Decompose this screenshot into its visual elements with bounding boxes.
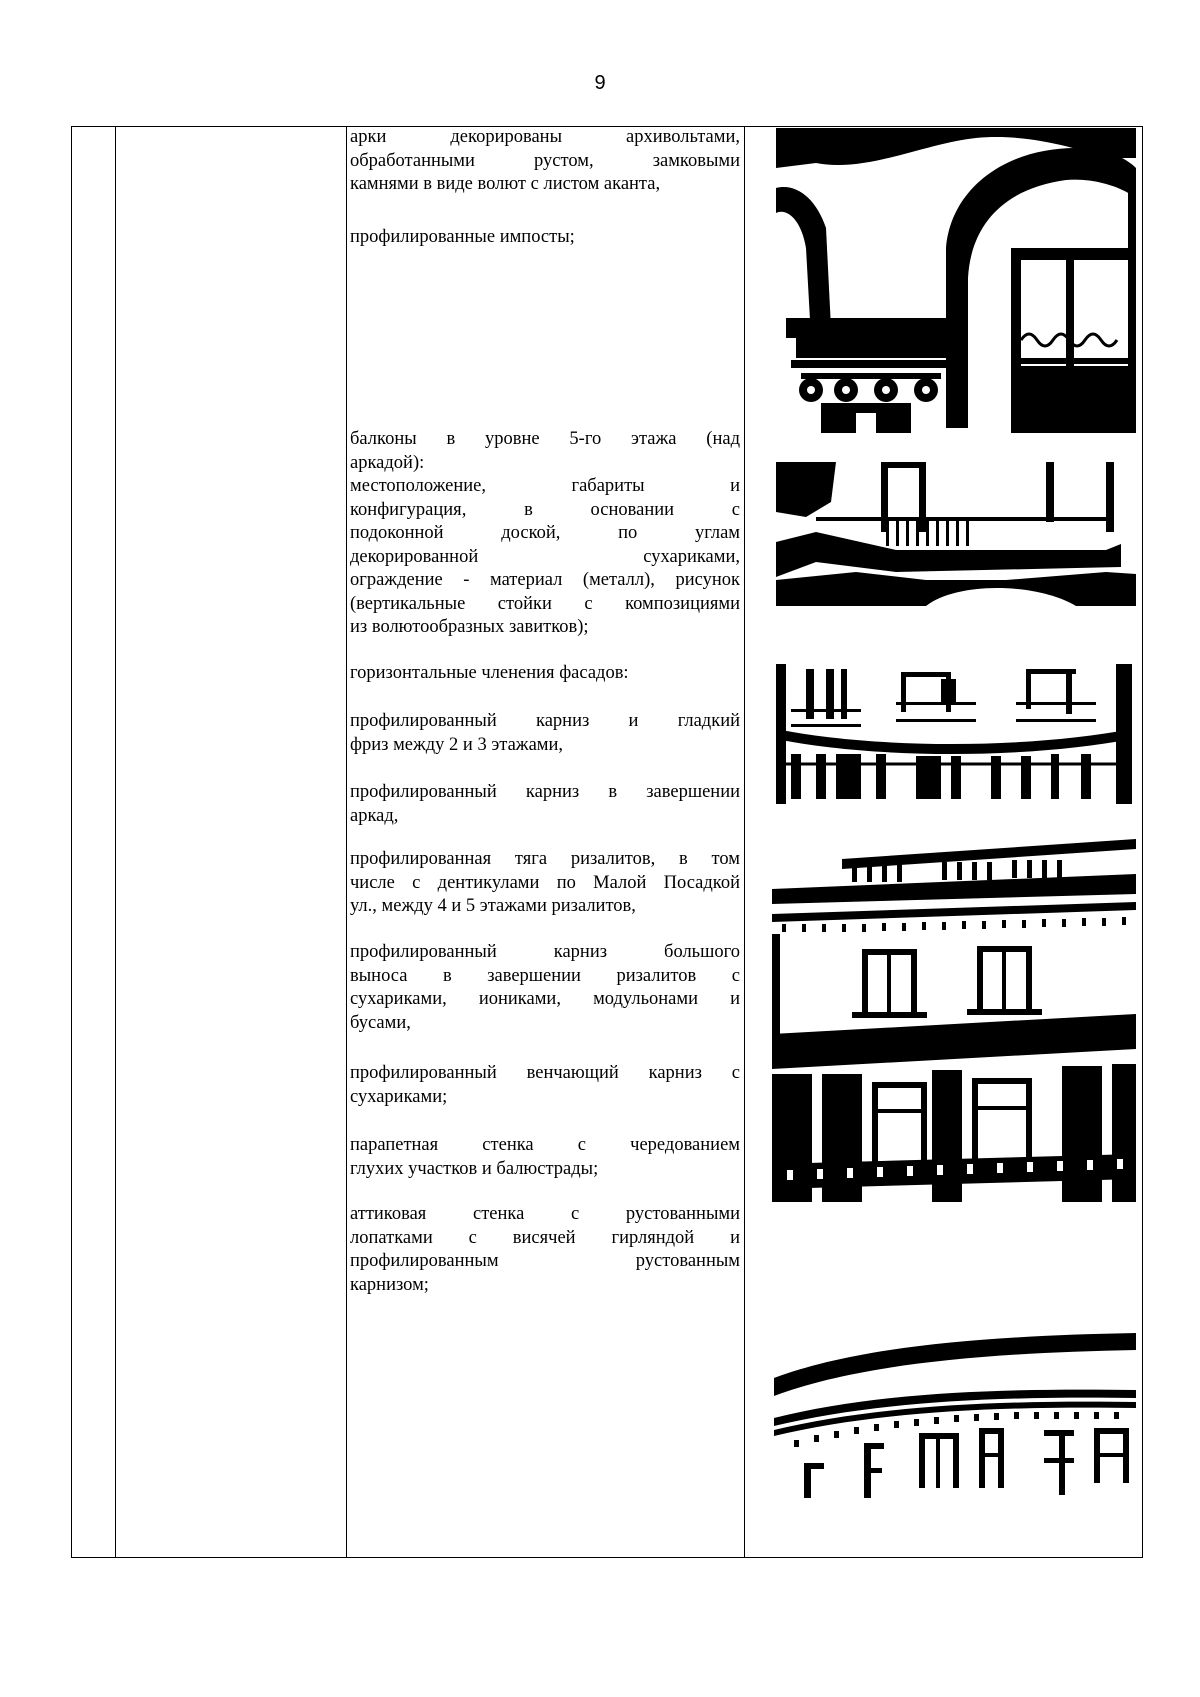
paragraph-1: [350, 126, 740, 197]
paragraph-line: лопатками с висячей гирляндой и: [350, 1227, 740, 1248]
paragraph-4: [350, 662, 740, 686]
paragraph-line: бусами,: [350, 1012, 411, 1033]
paragraph-line: конфигурация, в основании с: [350, 499, 740, 520]
paragraph-line: горизонтальные членения фасадов:: [350, 663, 629, 683]
arches-photo-image: [776, 128, 1136, 433]
paragraph-line: обработанными рустом, замковыми: [350, 150, 740, 171]
paragraph-line: местоположение, габариты и: [350, 476, 740, 496]
paragraph-3: [350, 428, 740, 640]
paragraph-5: [350, 710, 740, 757]
attic-wall-photo-image: [774, 1328, 1136, 1498]
paragraph-line: фриз между 2 и 3 этажами,: [350, 734, 564, 755]
paragraph-line: профилированный карниз в завершении: [350, 782, 740, 802]
paragraph-6: [350, 781, 740, 828]
paragraph-line: сухариками, иониками, модульонами и: [350, 989, 740, 1009]
paragraph-line: сухариками;: [350, 1086, 448, 1107]
paragraph-line: балконы в уровне 5-го этажа (над: [350, 429, 740, 449]
column-divider-3: [744, 127, 745, 1557]
paragraph-line: глухих участков и балюстрады;: [350, 1158, 599, 1179]
facade-cornices-photo-image: [772, 834, 1136, 1202]
photo-facade-cornices: [772, 834, 1136, 1202]
paragraph-line: профилированным рустованным: [350, 1251, 740, 1271]
paragraph-line: числе с дентикулами по Малой Посадкой: [350, 872, 740, 893]
paragraph-2: [350, 226, 740, 250]
paragraph-line: профилированные импосты;: [350, 227, 575, 247]
paragraph-10: [350, 1134, 740, 1181]
paragraph-8: [350, 941, 740, 1035]
balconies-row-photo-image: [776, 664, 1132, 804]
photo-attic-wall: [774, 1328, 1136, 1498]
photo-balconies-row: [776, 664, 1132, 804]
paragraph-line: (вертикальные стойки с композициями: [350, 593, 740, 614]
paragraph-line: профилированная тяга ризалитов, в том: [350, 849, 740, 869]
paragraph-line: выноса в завершении ризалитов с: [350, 965, 740, 986]
paragraph-line: камнями в виде волют с листом аканта,: [350, 174, 661, 194]
paragraph-line: аттиковая стенка с рустованными: [350, 1204, 740, 1224]
paragraph-11: [350, 1203, 740, 1297]
paragraph-line: арки декорированы архивольтами,: [350, 127, 740, 147]
paragraph-line: профилированный карниз большого: [350, 942, 740, 962]
paragraph-line: подоконной доской, по углам: [350, 523, 740, 543]
column-divider-1: [115, 127, 116, 1557]
paragraph-7: [350, 848, 740, 919]
photo-arches: [776, 128, 1136, 433]
paragraph-line: аркад,: [350, 805, 399, 826]
paragraph-line: парапетная стенка с чередованием: [350, 1135, 740, 1155]
paragraph-line: карнизом;: [350, 1274, 429, 1295]
paragraph-line: декорированной сухариками,: [350, 546, 740, 567]
column-divider-2: [346, 127, 347, 1557]
photo-balcony: [776, 462, 1136, 606]
paragraph-line: ул., между 4 и 5 этажами ризалитов,: [350, 896, 636, 916]
balcony-photo-image: [776, 462, 1136, 606]
paragraph-line: аркадой):: [350, 452, 425, 473]
paragraph-line: профилированный венчающий карниз с: [350, 1063, 740, 1083]
page-number: 9: [594, 72, 606, 94]
paragraph-line: из волютообразных завитков);: [350, 617, 589, 637]
paragraph-9: [350, 1062, 740, 1109]
paragraph-line: ограждение - материал (металл), рисунок: [350, 570, 740, 590]
paragraph-line: профилированный карниз и гладкий: [350, 711, 740, 731]
